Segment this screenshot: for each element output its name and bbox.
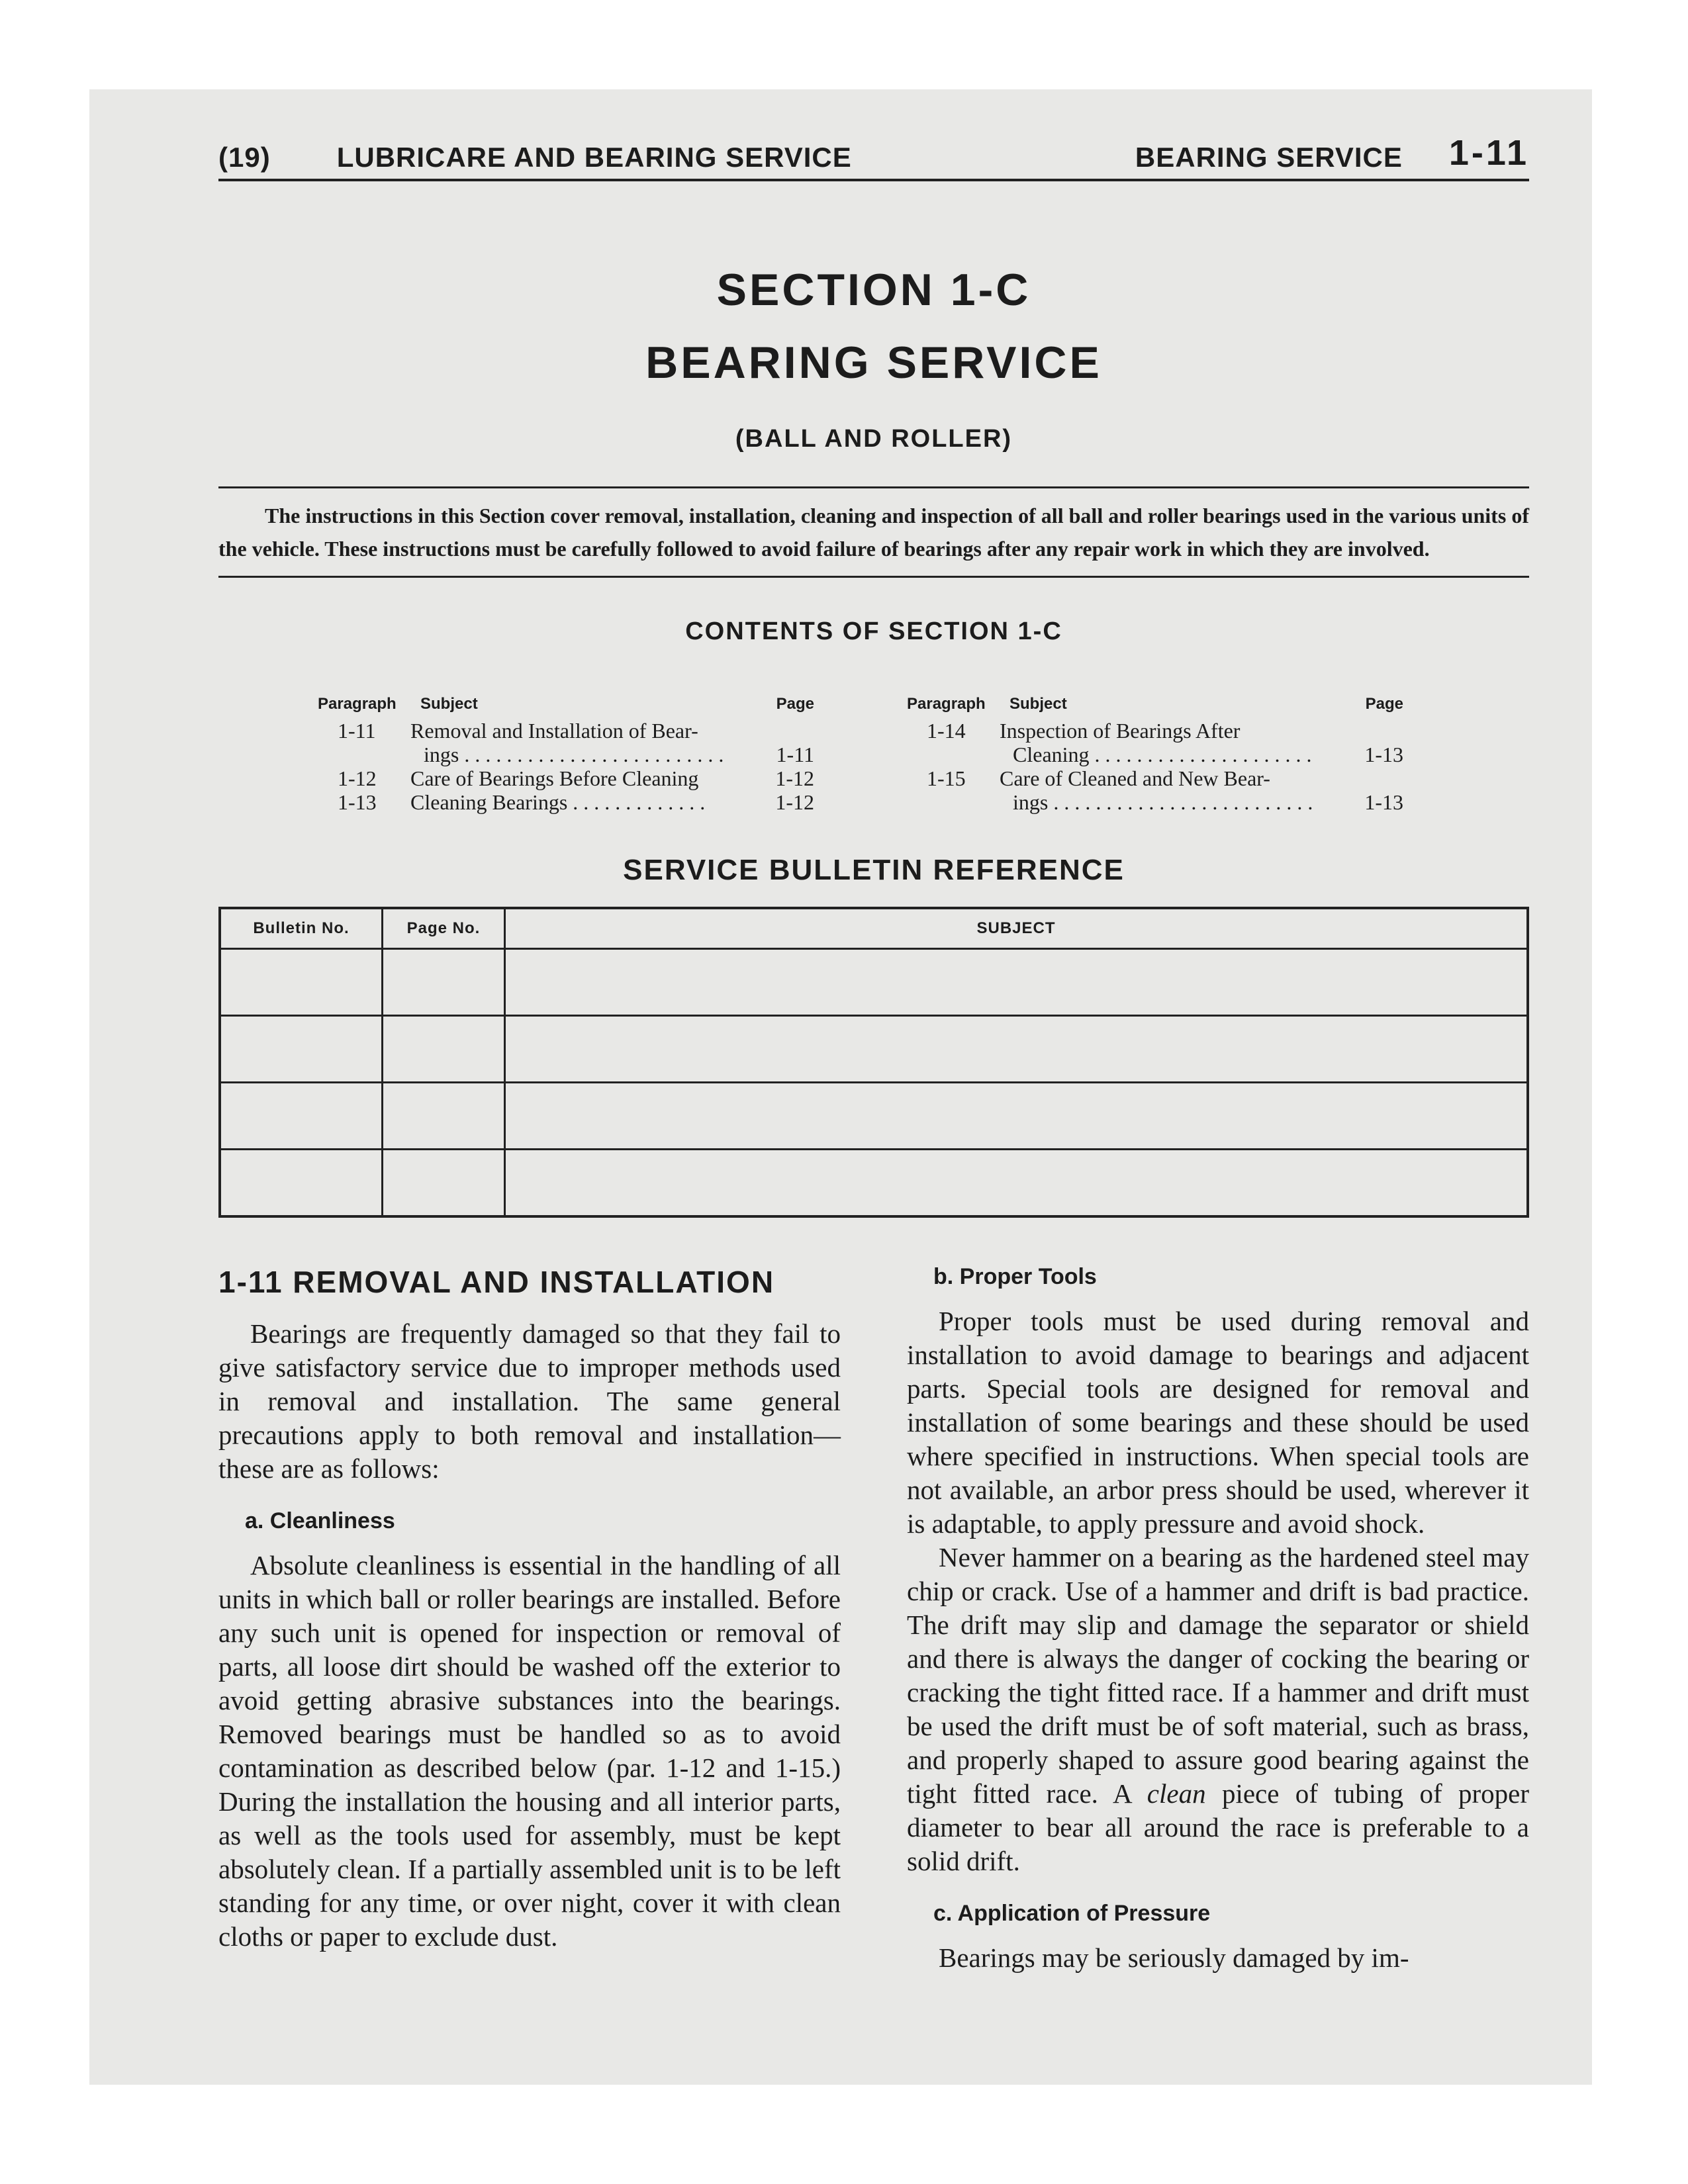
body-column-right — [907, 1264, 1529, 1975]
paragraph-removal: Bearings are frequently damaged so that they fail to give satisfactory service due to improper methods used in removal and installation. The same general precautions apply to both removal and installation—these are as follows: — [218, 1318, 841, 1484]
contents-page: 1-13 — [1364, 790, 1403, 814]
page-content — [218, 132, 1529, 1975]
contents-page: 1-11 — [776, 743, 814, 766]
contents-header-subject: Subject — [1009, 695, 1067, 713]
heading-removal-installation: 1-11 REMOVAL AND INSTALLATION — [218, 1265, 775, 1299]
contents-page: 1-12 — [775, 790, 814, 814]
contents-page: 1-12 — [775, 766, 814, 790]
contents-entry — [907, 766, 1403, 814]
table-cell — [383, 1083, 505, 1150]
contents-entry — [318, 790, 814, 814]
paragraph-proper-tools: Proper tools must be used during removal and installation to avoid damage to bearings and adjacent parts. Special tools are designed for removal and installation of some bearings and these should be used where specified in instructions. When special tools are not available, an arbor press should be used, wherever it is adaptable, to apply pressure and avoid shock. — [907, 1306, 1529, 1539]
contents-header-page: Page — [1365, 695, 1403, 713]
heading-cleanliness: a. Cleanliness — [245, 1508, 395, 1533]
table-cell — [220, 1016, 383, 1083]
contents-header-subject: Subject — [420, 695, 478, 713]
paragraph-cleanliness: Absolute cleanliness is essential in the handling of all units in which ball or roller bearings are installed. Before any such unit is opened for inspection or removal of parts, all loose dirt should be washed off the exterior to avoid getting abrasive substances into the bearings. Removed bearings must be handled so as to avoid contamination as described below (par. 1-12 and 1-15.) During the installation the housing and all interior parts, as well as the tools used for assembly, must be kept absolutely clean. If a partially assembled unit is to be left standing for any time, or over night, cover it with clean cloths or paper to exclude dust. — [218, 1550, 841, 1952]
contents-header-row — [907, 695, 1403, 713]
contents-paragraph: 1-15 — [927, 766, 966, 790]
contents-subject — [391, 766, 755, 790]
intro-box — [218, 486, 1529, 578]
bulletin-col-page: Page No. — [383, 908, 505, 949]
contents-subject-line: Cleaning Bearings . . . . . . . . . . . . . — [410, 790, 706, 814]
table-row — [220, 1016, 1528, 1083]
header-section-page: 1-11 — [1448, 133, 1529, 173]
table-row — [220, 949, 1528, 1016]
paragraph-pressure: Bearings may be seriously damaged by im- — [939, 1942, 1409, 1973]
contents-subject — [391, 719, 755, 766]
section-label: SECTION 1-C — [716, 265, 1031, 315]
paragraph-hammer-warning — [907, 1541, 1529, 1878]
table-cell — [220, 1150, 383, 1217]
table-cell — [505, 949, 1528, 1016]
header-title: LUBRICARE AND BEARING SERVICE — [336, 142, 852, 173]
table-row — [220, 1083, 1528, 1150]
table-cell — [383, 1016, 505, 1083]
contents-subject-line: Removal and Installation of Bear- — [410, 719, 698, 743]
bulletin-title: SERVICE BULLETIN REFERENCE — [623, 854, 1125, 886]
contents-subject-line: Care of Bearings Before Cleaning — [410, 766, 699, 790]
contents-entry — [318, 719, 814, 766]
contents-entry — [318, 766, 814, 790]
contents-paragraph: 1-11 — [338, 719, 376, 743]
table-cell — [220, 949, 383, 1016]
header-section-title: BEARING SERVICE — [1135, 142, 1403, 173]
heading-proper-tools: b. Proper Tools — [933, 1264, 1097, 1289]
contents-subject — [391, 790, 755, 814]
contents-subject-line: Inspection of Bearings After — [1000, 719, 1241, 743]
contents-column-left — [318, 695, 814, 814]
contents-subject-line-2: Cleaning . . . . . . . . . . . . . . . . . . . . . — [1013, 743, 1312, 766]
contents-header-row — [318, 695, 814, 713]
contents-column-right — [907, 695, 1403, 814]
contents-header-page: Page — [776, 695, 814, 713]
bulletin-col-subject: SUBJECT — [505, 908, 1528, 949]
bulletin-header-row — [220, 908, 1528, 949]
hammer-text-start: Never hammer on a bearing as the hardened steel may chip or crack. Use of a hammer and drift is bad practice. The drift may slip and damage the separator or shield and there is always the danger of cocking the bearing or cracking the tight fitted race. If a hammer and drift must be used the drift must be of soft material, such as brass, and properly shaped to assure good bearing against the tight fitted race. A — [907, 1542, 1529, 1809]
contents-title: CONTENTS OF SECTION 1-C — [685, 617, 1062, 645]
body-columns — [218, 1264, 1529, 1975]
intro-text: The instructions in this Section cover removal, installation, cleaning and inspection of all ball and roller bearings used in the various units of the vehicle. These instructions must be carefully followed to avoid failure of bearings after any repair work in which they are involved. — [218, 504, 1529, 561]
contents-paragraph: 1-14 — [927, 719, 966, 743]
contents-subject-line: Care of Cleaned and New Bear- — [1000, 766, 1270, 790]
contents-header-paragraph: Paragraph — [318, 695, 397, 713]
header-page-number: (19) — [218, 142, 271, 173]
contents-page: 1-13 — [1364, 743, 1403, 766]
contents-subject-line-2: ings . . . . . . . . . . . . . . . . . . . . . . . . . — [1013, 790, 1313, 814]
contents-subject — [980, 719, 1344, 766]
table-row — [220, 1150, 1528, 1217]
running-header — [218, 132, 1529, 181]
table-cell — [505, 1150, 1528, 1217]
hammer-text-end: piece of tubing of proper diameter to bear all around the race is preferable to a solid drift. — [907, 1778, 1530, 1876]
bulletin-col-number: Bulletin No. — [220, 908, 383, 949]
table-cell — [383, 949, 505, 1016]
table-cell — [220, 1083, 383, 1150]
heading-application-of-pressure: c. Application of Pressure — [933, 1901, 1211, 1926]
table-cell — [505, 1083, 1528, 1150]
body-column-left — [218, 1264, 841, 1975]
section-title: BEARING SERVICE — [645, 338, 1102, 388]
contents-paragraph: 1-12 — [338, 766, 377, 790]
contents-subject — [980, 766, 1344, 814]
table-cell — [505, 1016, 1528, 1083]
contents-subject-line-2: ings . . . . . . . . . . . . . . . . . . . . . . . . . — [424, 743, 724, 766]
contents-entry — [907, 719, 1403, 766]
section-subtitle: (BALL AND ROLLER) — [735, 425, 1013, 453]
emphasis-clean: clean — [1147, 1778, 1206, 1809]
table-cell — [383, 1150, 505, 1217]
contents-table — [218, 695, 1529, 814]
contents-paragraph: 1-13 — [338, 790, 377, 814]
bulletin-table — [218, 907, 1529, 1218]
contents-header-paragraph: Paragraph — [907, 695, 986, 713]
